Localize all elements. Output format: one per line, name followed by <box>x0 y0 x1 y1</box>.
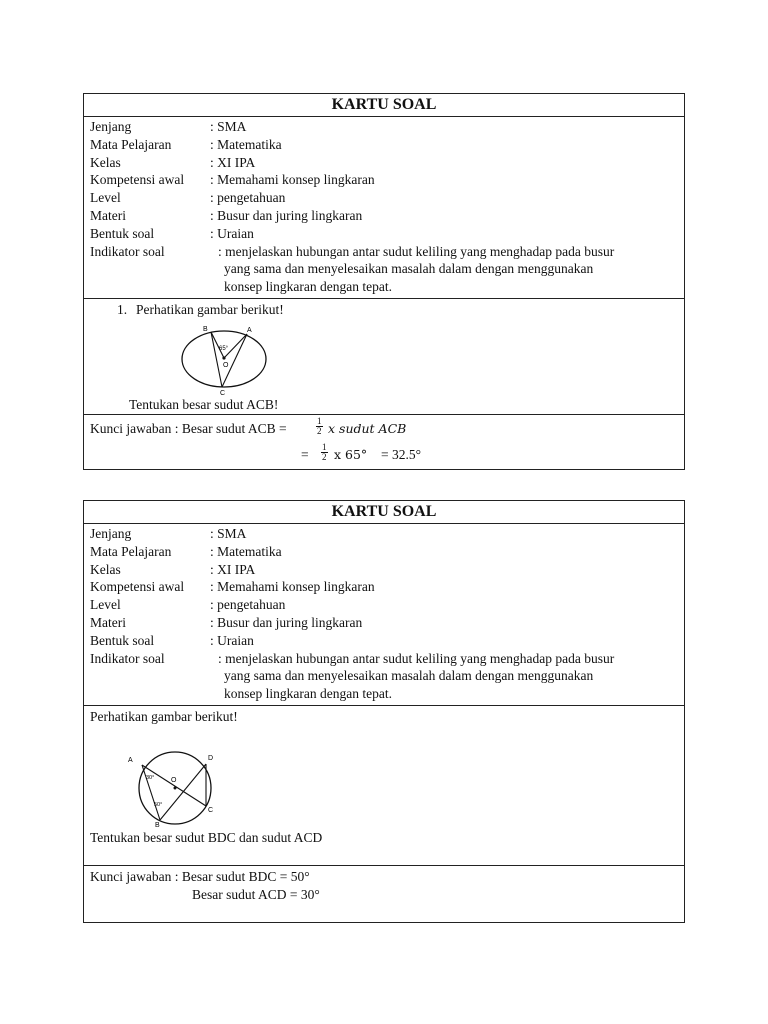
info-value: : SMA <box>210 526 247 541</box>
info-label: Jenjang <box>90 119 132 134</box>
info-label: Level <box>90 597 121 613</box>
angle-label: 30° <box>146 774 155 781</box>
fraction <box>321 443 328 462</box>
info-row-mata-pelajaran <box>90 136 678 154</box>
label-a: A <box>128 756 133 764</box>
answer-line-1: Kunci jawaban : Besar sudut BDC = 50° <box>90 868 310 884</box>
info-label: Materi <box>90 614 126 630</box>
indicator-text: : menjelaskan hubungan antar sudut keliling yang menghadap pada busur <box>218 243 615 259</box>
circle-figure <box>180 323 270 397</box>
card-title: KARTU SOAL <box>331 503 437 520</box>
info-label: Jenjang <box>90 526 132 541</box>
fraction-numerator: 1 <box>322 441 327 452</box>
label-b: B <box>155 821 160 829</box>
info-value: : Busur dan juring lingkaran <box>210 207 363 223</box>
question-intro: Perhatikan gambar berikut! <box>136 301 284 317</box>
info-row-level <box>90 189 678 207</box>
info-value: : Uraian <box>210 632 254 648</box>
angle-label: 65° <box>219 345 229 352</box>
label-c: C <box>220 389 226 397</box>
info-value: : pengetahuan <box>210 597 286 613</box>
info-row-kelas <box>90 561 678 579</box>
info-row-bentuk-soal <box>90 632 678 650</box>
info-value: : Uraian <box>210 225 254 241</box>
question-intro: Perhatikan gambar berikut! <box>90 708 238 724</box>
info-row-kompetensi <box>90 171 678 189</box>
info-row-level <box>90 596 678 614</box>
label-d: D <box>208 754 214 762</box>
info-label: Materi <box>90 207 126 223</box>
indicator-text-cont: yang sama dan menyelesaikan masalah dalam dengan menggunakan <box>224 668 594 684</box>
info-label: Bentuk soal <box>90 225 155 241</box>
info-label: Level <box>90 190 121 206</box>
question-section <box>84 705 684 865</box>
label-a: A <box>247 326 252 334</box>
info-value: : XI IPA <box>210 561 256 577</box>
info-row-jenjang <box>90 118 678 136</box>
question-prompt: Tentukan besar sudut ACB! <box>129 396 279 412</box>
label-c: C <box>208 806 214 814</box>
label-o: O <box>171 776 177 784</box>
card-info <box>84 523 684 705</box>
indicator-text-cont: yang sama dan menyelesaikan masalah dalam dengan menggunakan <box>224 261 594 277</box>
info-label: Mata Pelajaran <box>90 543 172 559</box>
card-title: KARTU SOAL <box>331 96 437 113</box>
info-row-mata-pelajaran <box>90 543 678 561</box>
answer-eq: = <box>301 446 309 462</box>
fraction-denominator: 2 <box>322 451 327 462</box>
info-row-bentuk-soal <box>90 225 678 243</box>
info-value: : Memahami konsep lingkaran <box>210 579 375 595</box>
question-section <box>84 298 684 414</box>
label-b: B <box>203 325 208 333</box>
info-value: : Memahami konsep lingkaran <box>210 172 375 188</box>
info-row-indikator <box>90 243 678 261</box>
card-info <box>84 116 684 298</box>
label-o: O <box>223 361 229 369</box>
question-number: 1. <box>117 301 128 317</box>
indicator-text-cont: konsep lingkaran dengan tepat. <box>224 279 392 295</box>
info-label: Bentuk soal <box>90 632 155 648</box>
info-value: : Matematika <box>210 136 282 152</box>
answer-expr: x sudut ACB <box>328 420 407 436</box>
question-card-2 <box>83 500 685 923</box>
fraction-numerator: 1 <box>317 415 322 426</box>
question-prompt: Tentukan besar sudut BDC dan sudut ACD <box>90 829 323 845</box>
info-value: : Busur dan juring lingkaran <box>210 614 363 630</box>
question-card-1 <box>83 93 685 470</box>
angle-label: 50° <box>154 801 163 808</box>
info-value: : pengetahuan <box>210 190 286 206</box>
answer-prefix: Kunci jawaban : Besar sudut ACB = <box>90 420 287 436</box>
answer-key <box>84 414 684 469</box>
info-value: : Matematika <box>210 543 282 559</box>
info-label: Indikator soal <box>90 243 165 259</box>
info-label: Kelas <box>90 154 121 170</box>
info-row-materi <box>90 207 678 225</box>
info-label: Kompetensi awal <box>90 172 185 188</box>
info-row-kelas <box>90 154 678 172</box>
answer-expr: x 65° <box>334 446 368 462</box>
indicator-text: : menjelaskan hubungan antar sudut keliling yang menghadap pada busur <box>218 650 615 666</box>
fraction-denominator: 2 <box>317 425 322 436</box>
info-row-materi <box>90 614 678 632</box>
indicator-text-cont: konsep lingkaran dengan tepat. <box>224 686 392 702</box>
info-value: : XI IPA <box>210 154 256 170</box>
info-value: : SMA <box>210 119 247 134</box>
answer-line-2: Besar sudut ACD = 30° <box>192 886 320 902</box>
info-row-kompetensi <box>90 578 678 596</box>
answer-result: = 32.5° <box>381 446 422 462</box>
fraction <box>316 417 323 436</box>
circle-figure <box>126 748 221 828</box>
info-row-jenjang <box>90 525 678 543</box>
info-label: Kompetensi awal <box>90 579 185 595</box>
answer-key <box>84 865 684 922</box>
info-label: Kelas <box>90 561 121 577</box>
info-label: Indikator soal <box>90 650 165 666</box>
info-row-indikator <box>90 650 678 668</box>
info-label: Mata Pelajaran <box>90 136 172 152</box>
